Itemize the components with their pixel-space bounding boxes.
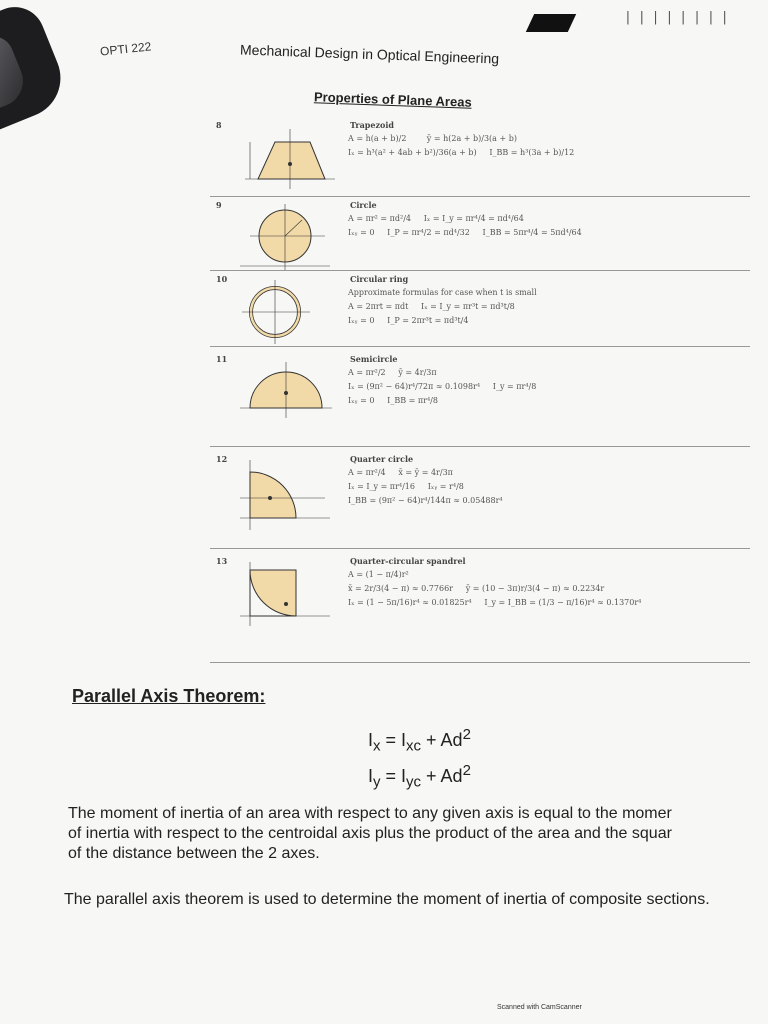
eq-symbol: = I [380, 766, 407, 786]
black-tab-mark [526, 14, 576, 32]
row-formulas: A = πr² = πd²/4 Iₓ = I_y = πr⁴/4 = πd⁴/64 Iₓᵧ = 0 I_P = πr⁴/2 = πd⁴/32 I_BB = 5πr⁴/4 = 5πd⁴/64 [348, 214, 582, 237]
eq-symbol: = I [380, 730, 407, 750]
eq-superscript: 2 [462, 726, 471, 743]
scanner-watermark: Scanned with CamScanner [497, 1004, 582, 1011]
paragraph-line: The moment of inertia of an area with respect to any given axis is equal to the momer [68, 805, 672, 822]
properties-table [210, 120, 768, 665]
row-formulas: A = πr²/4 x̄ = ȳ = 4r/3π Iₓ = I_y = πr⁴/16 Iₓᵧ = r⁴/8 I_BB = (9π² − 64)r⁴/144π ≈ 0.05488r⁴ [348, 468, 503, 505]
row-title: Quarter-circular spandrel [350, 556, 466, 566]
eq-superscript: 2 [462, 762, 471, 779]
row-divider [210, 270, 750, 271]
row-number: 8 [216, 120, 222, 130]
row-number: 11 [216, 354, 228, 364]
row-title: Semicircle [350, 354, 398, 364]
row-title: Circular ring [350, 274, 409, 284]
trapezoid-diagram [230, 124, 340, 194]
row-number: 9 [216, 200, 222, 210]
row-title: Trapezoid [350, 120, 394, 130]
row-divider [210, 446, 750, 447]
quarter-circle-diagram [230, 458, 340, 538]
document-title: Mechanical Design in Optical Engineering [239, 41, 500, 67]
eq-subscript: yc [406, 773, 422, 791]
equation-ix [368, 726, 471, 755]
table-heading: Properties of Plane Areas [313, 89, 472, 110]
row-divider [210, 346, 750, 347]
equation-iy [368, 762, 471, 791]
course-code: OPTI 222 [99, 39, 152, 59]
ruler-ticks: |||||||| [624, 10, 735, 25]
semicircle-diagram [230, 358, 340, 428]
circle-diagram [230, 204, 340, 274]
row-title: Circle [350, 200, 377, 210]
eq-subscript: x [373, 737, 381, 755]
paragraph-line: of the distance between the 2 axes. [68, 845, 320, 862]
row-divider [210, 196, 750, 197]
row-number: 12 [216, 454, 228, 464]
theorem-paragraph [68, 804, 768, 864]
eq-symbol: I [368, 730, 374, 750]
row-number: 13 [216, 556, 228, 566]
eq-symbol: + Ad [421, 766, 463, 786]
eq-symbol: + Ad [421, 730, 463, 750]
row-divider [210, 548, 750, 549]
row-formulas: A = h(a + b)/2 ȳ = h(2a + b)/3(a + b) Iₓ = h³(a² + 4ab + b²)/36(a + b) I_BB = h³(3a + b)/12 [348, 134, 575, 157]
phone-device-image [0, 0, 73, 132]
paragraph-line: of inertia with respect to the centroidal axis plus the product of the area and the squar [68, 825, 672, 842]
row-number: 10 [216, 274, 228, 284]
phone-glare [0, 30, 31, 110]
eq-symbol: I [368, 766, 374, 786]
row-formulas: A = πr²/2 ȳ = 4r/3π Iₓ = (9π² − 64)r⁴/72π ≈ 0.1098r⁴ I_y = πr⁴/8 Iₓᵧ = 0 I_BB = πr⁴/8 [348, 368, 537, 405]
quarter-circular-spandrel-diagram [230, 560, 340, 630]
row-divider [210, 662, 750, 663]
row-formulas: A = (1 − π/4)r² x̄ = 2r/3(4 − π) ≈ 0.7766r ȳ = (10 − 3π)r/3(4 − π) ≈ 0.2234r Iₓ = (1 − 5π/16)r⁴ ≈ 0.01825r⁴ I_y = I_BB = (1/3 − π/16)r⁴ ≈ 0.1370r⁴ [348, 570, 642, 607]
row-title: Quarter circle [350, 454, 414, 464]
circular-ring-diagram [230, 278, 340, 348]
row-formulas: Approximate formulas for case when t is small A = 2πrt = πdt Iₓ = I_y = πr³t = πd³t/8 Iₓᵧ = 0 I_P = 2πr³t = πd³t/4 [348, 288, 537, 325]
eq-subscript: xc [406, 737, 422, 755]
section-heading: Parallel Axis Theorem: [72, 686, 266, 706]
eq-subscript: y [373, 773, 381, 791]
usage-paragraph: The parallel axis theorem is used to determine the moment of inertia of composite sections. [64, 891, 710, 908]
